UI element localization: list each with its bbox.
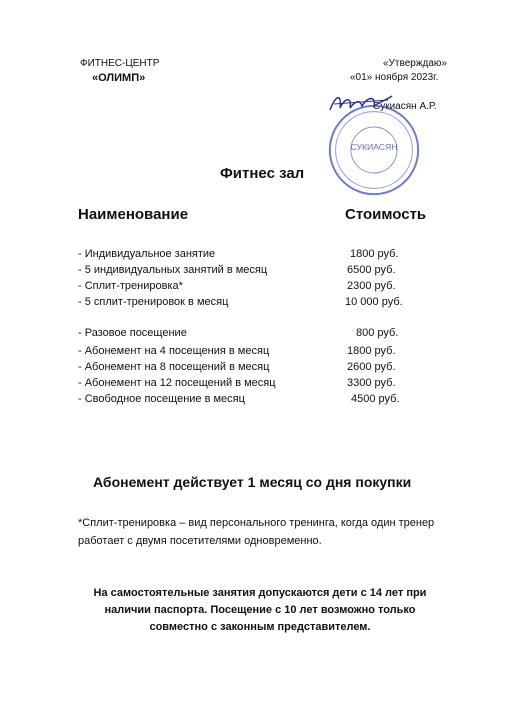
service-price: 2300 руб.	[347, 280, 396, 292]
column-header-name: Наименование	[78, 206, 189, 223]
service-name: - Абонемент на 4 посещения в месяц	[78, 345, 270, 357]
subscription-validity-heading: Абонемент действует 1 месяц со дня покупки	[93, 474, 412, 490]
service-price: 1800 руб.	[350, 248, 399, 260]
service-name: - 5 сплит-тренировок в месяц	[78, 296, 229, 308]
service-price: 3300 руб.	[347, 377, 396, 389]
service-price: 800 руб.	[356, 327, 399, 339]
approval-label: «Утверждаю»	[383, 58, 447, 69]
split-training-footnote: *Сплит-тренировка – вид персонального тренинга, когда один тренер работает с двумя посетителями одновременно.	[78, 517, 435, 547]
age-restriction-note: На самостоятельные занятия допускаются дети с 14 лет при наличии паспорта. Посещение с 10 лет возможно только совместно с законным представителем.	[93, 587, 427, 633]
signer-name: Сукиасян А.Р.	[373, 101, 437, 112]
service-price: 10 000 руб.	[345, 296, 403, 308]
service-price: 6500 руб.	[347, 264, 396, 276]
org-type-label: ФИТНЕС-ЦЕНТР	[80, 58, 160, 69]
org-name: «ОЛИМП»	[92, 72, 146, 84]
service-name: - Разовое посещение	[78, 327, 187, 339]
service-name: - Сплит-тренировка*	[78, 280, 183, 292]
service-name: - Абонемент на 8 посещений в месяц	[78, 361, 270, 373]
service-name: - Свободное посещение в месяц	[78, 393, 245, 405]
service-name: - Абонемент на 12 посещений в месяц	[78, 377, 276, 389]
stamp-text: СУКИАСЯН	[350, 142, 398, 152]
service-name: - 5 индивидуальных занятий в месяц	[78, 264, 268, 276]
handwritten-signature	[326, 88, 396, 118]
column-header-price: Стоимость	[345, 206, 427, 223]
page-title: Фитнес зал	[220, 165, 305, 182]
service-price: 1800 руб.	[347, 345, 396, 357]
service-price: 2600 руб.	[347, 361, 396, 373]
service-name: - Индивидуальное занятие	[78, 248, 216, 260]
service-price: 4500 руб.	[351, 393, 400, 405]
approval-date: «01» ноября 2023г.	[350, 72, 439, 83]
